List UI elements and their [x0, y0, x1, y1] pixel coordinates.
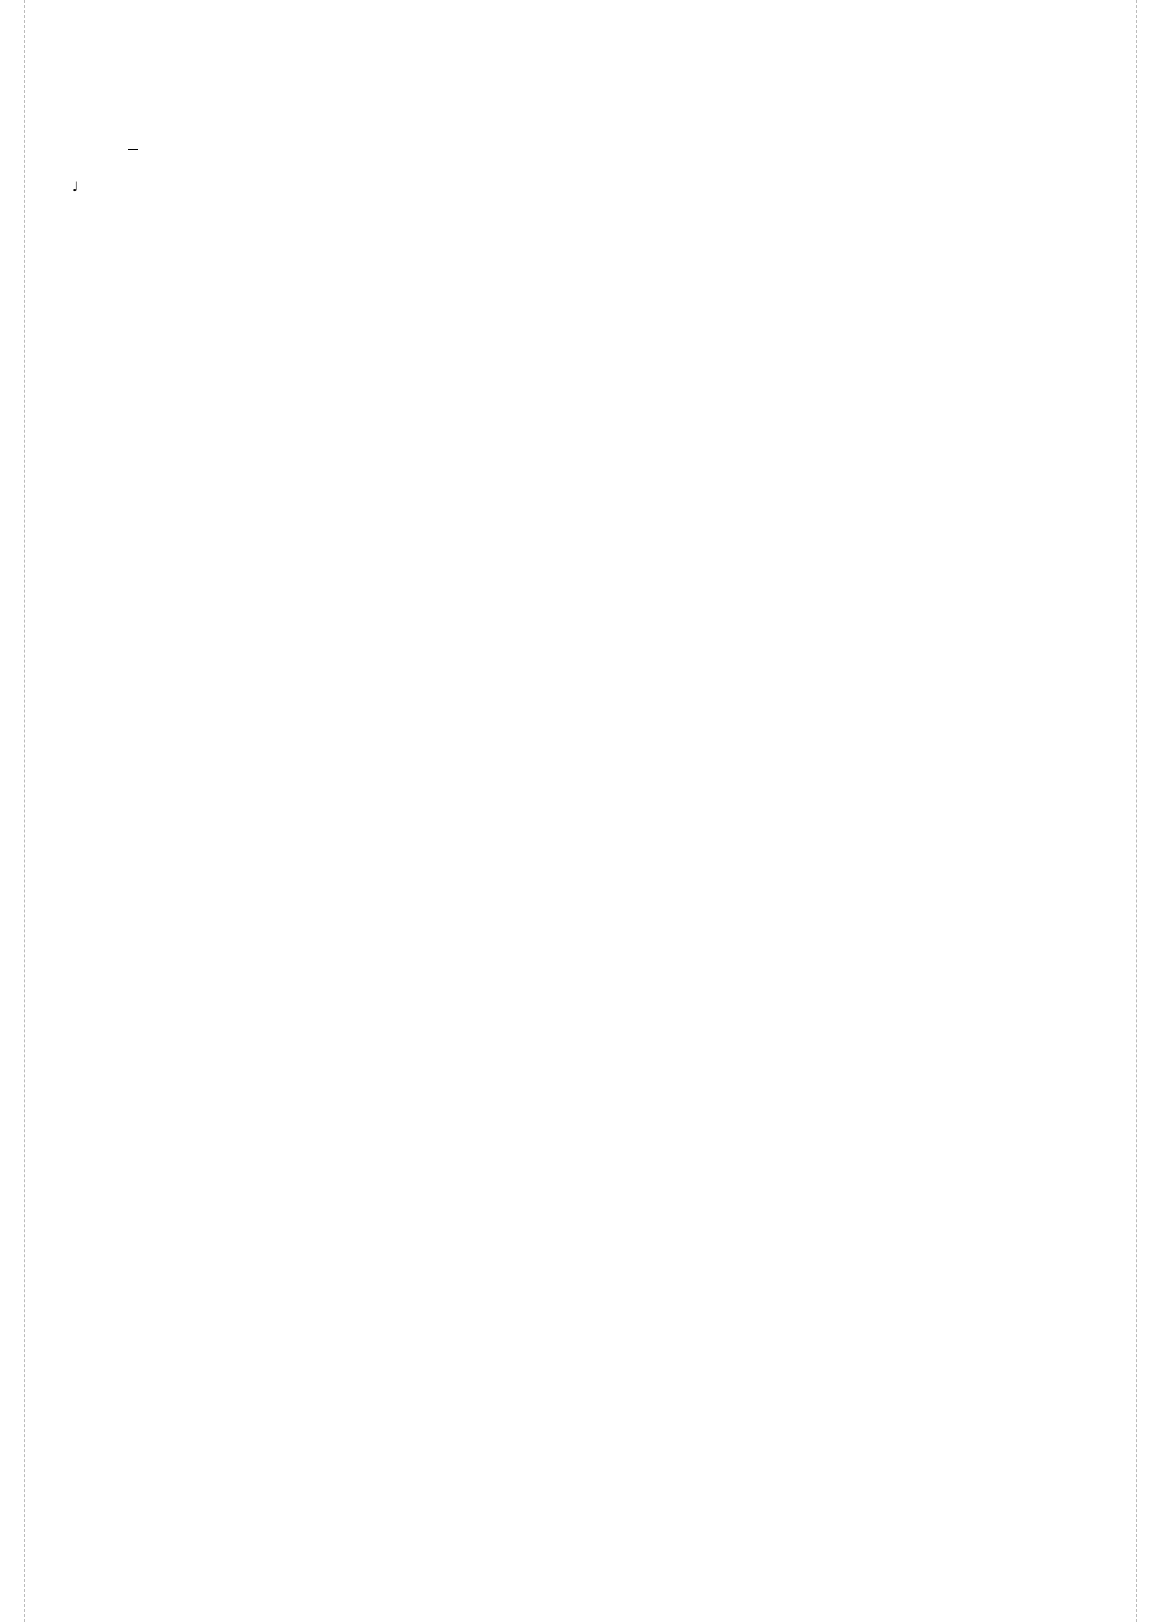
- tempo-marking: [72, 180, 78, 195]
- quarter-note-icon: ♩: [72, 180, 79, 195]
- time-signature: [128, 148, 138, 151]
- footer-source: [890, 1522, 942, 1540]
- right-watermark-strip: [1136, 0, 1161, 1622]
- left-watermark-strip: [0, 0, 25, 1622]
